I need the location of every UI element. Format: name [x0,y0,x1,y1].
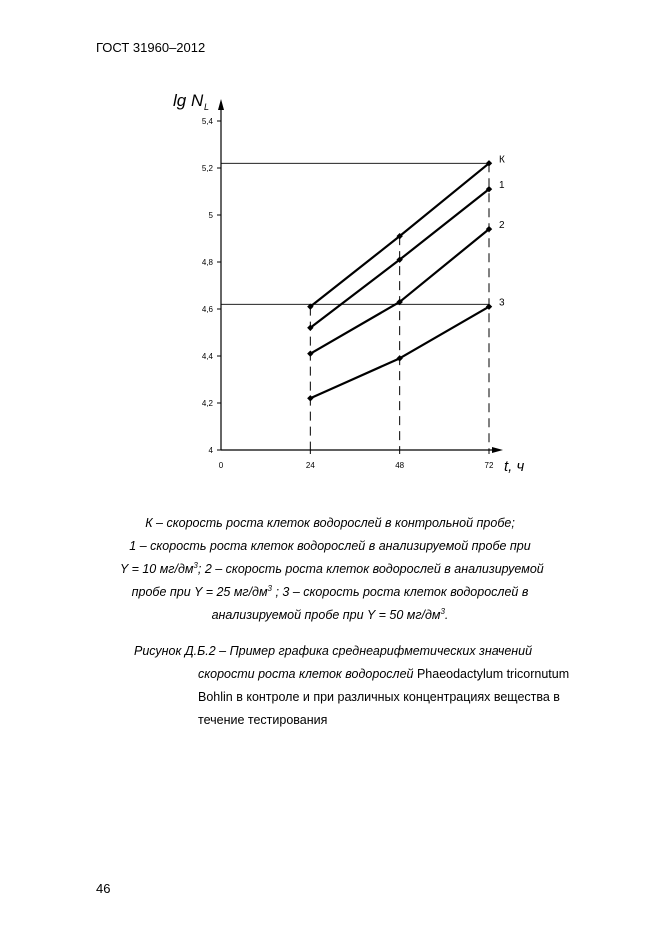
figure-legend [120,512,544,627]
y-tick-label: 4 [208,446,213,455]
series-label: 2 [499,220,505,232]
document-header: ГОСТ 31960–2012 [96,40,206,55]
y-tick-label: 4,2 [201,399,213,408]
y-tick-label: 4,8 [201,258,213,267]
y-axis-arrow [218,99,224,110]
x-axis-arrow [492,447,503,453]
legend-line-series-2b: пробе при Y = 25 $мг/дм^3$ ; 3 – скорость роста клеток водорослей в [131,583,529,599]
x-tick-label: 72 [484,461,494,470]
caption-line-2: скорости роста клеток водорослей Phaeodactylum tricornutum [198,667,570,681]
data-point [307,395,313,401]
x-tick-label: 48 [395,461,405,470]
legend-line-series-2: Y = 10 $мг/дм^3$; 2 – скорость роста клеток водорослей в анализируемой [120,560,544,576]
x-axis-title: t, ч [504,458,525,475]
series-label: 1 [499,180,505,192]
series-line [310,307,489,399]
legend-line-series-3: анализируемой пробе при Y = 50 $мг/дм^3$. [211,606,449,622]
series-label: К [499,154,505,166]
y-tick-label: 5 [208,211,213,220]
caption-line-3: Bohlin в контроле и при различных концентрациях вещества в [198,690,560,704]
y-tick-label: 4,4 [201,352,213,361]
x-tick-label: 0 [218,461,224,470]
legend-line-series-1: 1 – скорость роста клеток водорослей в анализируемой пробе при [129,539,531,553]
figure-caption [134,640,569,732]
y-tick-label: 5,2 [201,164,213,173]
series-label: 3 [499,297,505,309]
y-axis-title-subscript: L [204,102,210,112]
page-number: 46 [96,881,111,896]
caption-line-4: течение тестирования [198,713,328,727]
y-tick-label: 4,6 [201,305,213,314]
y-tick-label: 5,4 [201,117,213,126]
y-axis-title: lg N [173,91,204,110]
caption-line-1: Рисунок Д.Б.2 – Пример графика среднеарифметических значений [134,644,533,658]
legend-line-control: К – скорость роста клеток водорослей в контрольной пробе; [145,516,515,530]
x-tick-label: 24 [305,461,315,470]
